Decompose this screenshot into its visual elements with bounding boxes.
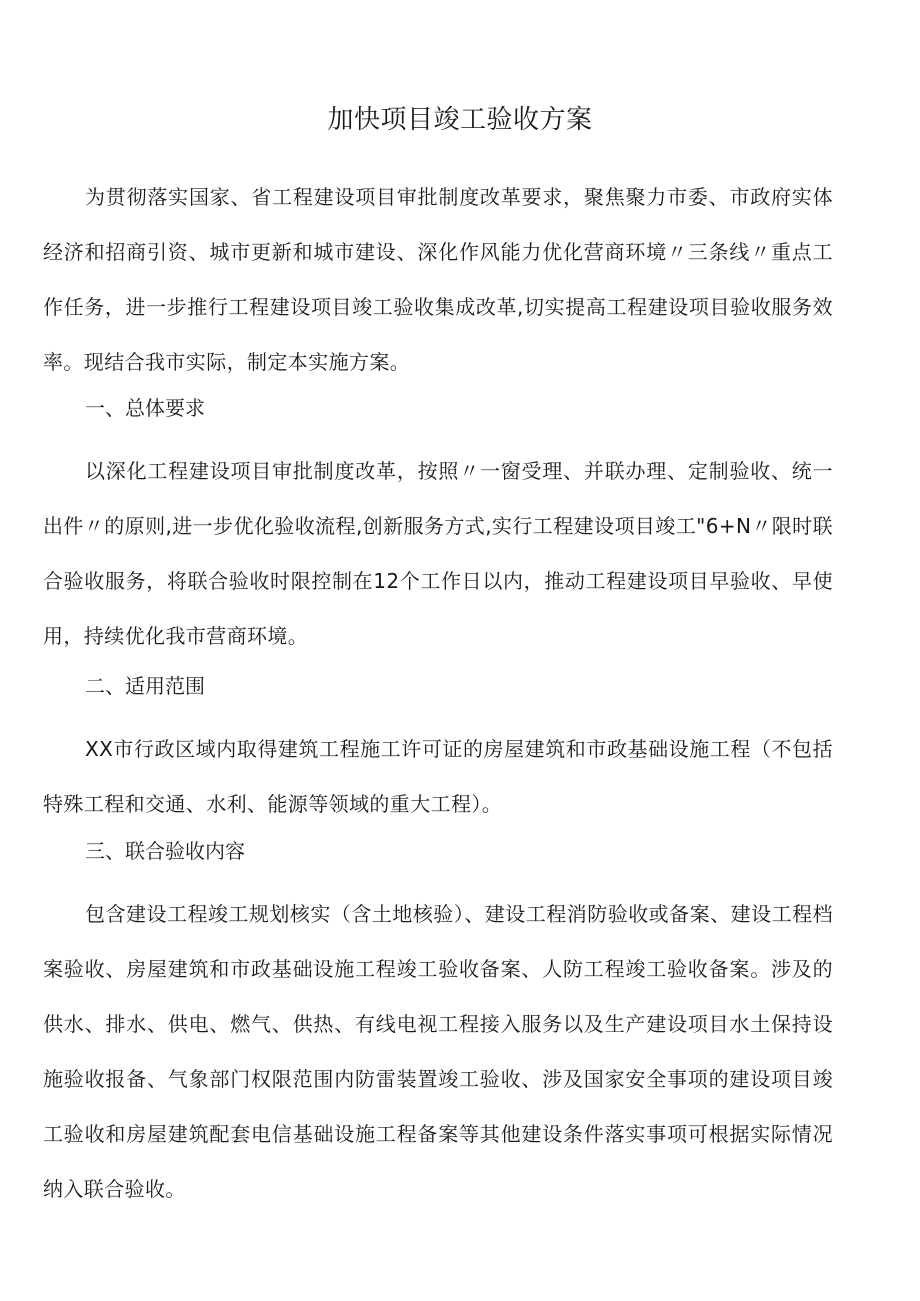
- section-body-general-requirements: 以深化工程建设项目审批制度改革，按照〃一窗受理、并联办理、定制验收、统一出件〃的原则,进一步优化验收流程,创新服务方式,实行工程建设项目竣工"6+N〃限时联合验收服务，将联合验收时限控制在12个工作日以内，推动工程建设项目早验收、早使用，持续优化我市营商环境。: [43, 459, 833, 648]
- document-title: 加快项目竣工验收方案: [327, 105, 593, 135]
- section-heading-scope: 二、适用范围: [85, 674, 205, 698]
- intro-paragraph: 为贯彻落实国家、省工程建设项目审批制度改革要求，聚焦聚力市委、市政府实体经济和招商引资、城市更新和城市建设、深化作风能力优化营商环境〃三条线〃重点工作任务，进一步推行工程建设项目竣工验收集成改革,切实提高工程建设项目验收服务效率。现结合我市实际，制定本实施方案。: [43, 185, 833, 374]
- section-body-scope: XX市行政区域内取得建筑工程施工许可证的房屋建筑和市政基础设施工程（不包括特殊工程和交通、水利、能源等领域的重大工程）。: [43, 737, 833, 816]
- section-heading-general-requirements: 一、总体要求: [85, 396, 205, 420]
- section-heading-joint-acceptance-content: 三、联合验收内容: [85, 839, 245, 863]
- section-body-joint-acceptance-content: 包含建设工程竣工规划核实（含土地核验）、建设工程消防验收或备案、建设工程档案验收、房屋建筑和市政基础设施工程竣工验收备案、人防工程竣工验收备案。涉及的供水、排水、供电、燃气、供热、有线电视工程接入服务以及生产建设项目水土保持设施验收报备、气象部门权限范围内防雷装置竣工验收、涉及国家安全事项的建设项目竣工验收和房屋建筑配套电信基础设施工程备案等其他建设条件落实事项可根据实际情况纳入联合验收。: [43, 902, 833, 1201]
